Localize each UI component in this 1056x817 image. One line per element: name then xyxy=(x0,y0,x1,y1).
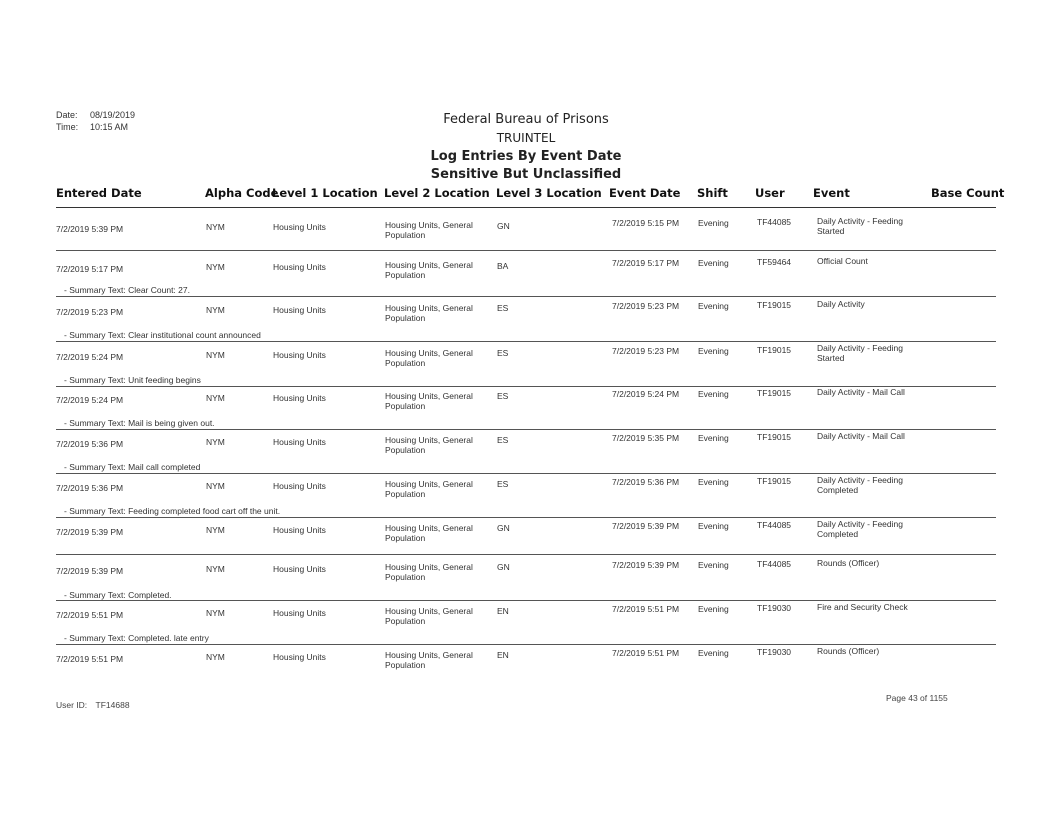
event-date: 7/2/2019 5:36 PM xyxy=(612,477,680,487)
log-entry xyxy=(0,517,1056,561)
summary-text: - Summary Text: Completed. xyxy=(64,590,172,600)
report-title: Log Entries By Event Date xyxy=(430,149,622,164)
system-name: TRUINTEL xyxy=(496,131,556,145)
level2-location: Housing Units, General Population xyxy=(385,348,473,368)
level2-location: Housing Units, General Population xyxy=(385,435,473,455)
log-entry xyxy=(0,297,1056,341)
log-entry xyxy=(0,342,1056,386)
event-date: 7/2/2019 5:24 PM xyxy=(612,389,680,399)
alpha-code: NYM xyxy=(206,608,225,618)
shift: Evening xyxy=(698,521,729,531)
level1-location: Housing Units xyxy=(273,608,326,618)
page-number: Page 43 of 1155 xyxy=(886,693,948,703)
event-name: Rounds (Officer) xyxy=(817,646,880,656)
level1-location: Housing Units xyxy=(273,437,326,447)
alpha-code: NYM xyxy=(206,525,225,535)
row-divider xyxy=(56,554,996,555)
level1-location: Housing Units xyxy=(273,305,326,315)
shift: Evening xyxy=(698,346,729,356)
event-date: 7/2/2019 5:51 PM xyxy=(612,648,680,658)
user-id: TF19030 xyxy=(757,603,792,613)
level1-location: Housing Units xyxy=(273,525,326,535)
alpha-code: NYM xyxy=(206,262,225,272)
header-divider xyxy=(56,207,996,208)
user-id: TF44085 xyxy=(757,559,792,569)
event-name: Daily Activity xyxy=(817,299,865,309)
alpha-code: NYM xyxy=(206,350,225,360)
col-event-date: Event Date xyxy=(609,186,681,200)
log-entry xyxy=(0,600,1056,644)
col-user: User xyxy=(755,186,785,200)
level1-location: Housing Units xyxy=(273,222,326,232)
summary-text: - Summary Text: Clear institutional count announced xyxy=(64,330,261,340)
level2-location: Housing Units, General Population xyxy=(385,303,473,323)
level2-location: Housing Units, General Population xyxy=(385,220,473,240)
event-name: Daily Activity - Feeding Completed xyxy=(817,519,903,539)
event-date: 7/2/2019 5:39 PM xyxy=(612,560,680,570)
entered-date: 7/2/2019 5:24 PM xyxy=(56,395,124,405)
col-level3-location: Level 3 Location xyxy=(496,186,602,200)
col-level2-location: Level 2 Location xyxy=(384,186,490,200)
level3-location: ES xyxy=(497,303,509,313)
level3-location: GN xyxy=(497,523,510,533)
level1-location: Housing Units xyxy=(273,481,326,491)
event-date: 7/2/2019 5:15 PM xyxy=(612,218,680,228)
col-base-count: Base Count xyxy=(931,186,1005,200)
entered-date: 7/2/2019 5:51 PM xyxy=(56,610,124,620)
event-date: 7/2/2019 5:51 PM xyxy=(612,604,680,614)
shift: Evening xyxy=(698,560,729,570)
level3-location: ES xyxy=(497,479,509,489)
level3-location: ES xyxy=(497,391,509,401)
event-name: Official Count xyxy=(817,256,868,266)
level3-location: GN xyxy=(497,221,510,231)
user-id-label: User ID: xyxy=(56,700,88,710)
summary-text: - Summary Text: Mail is being given out. xyxy=(64,418,215,428)
user-id-value: TF14688 xyxy=(95,700,130,710)
level1-location: Housing Units xyxy=(273,393,326,403)
level2-location: Housing Units, General Population xyxy=(385,650,473,670)
event-name: Daily Activity - Feeding Started xyxy=(817,216,903,236)
level2-location: Housing Units, General Population xyxy=(385,260,473,280)
level2-location: Housing Units, General Population xyxy=(385,523,473,543)
summary-text: - Summary Text: Completed. late entry xyxy=(64,633,209,643)
event-date: 7/2/2019 5:35 PM xyxy=(612,433,680,443)
shift: Evening xyxy=(698,433,729,443)
col-level1-location: Level 1 Location xyxy=(272,186,378,200)
entered-date: 7/2/2019 5:39 PM xyxy=(56,566,124,576)
alpha-code: NYM xyxy=(206,652,225,662)
log-entry xyxy=(0,212,1056,256)
level2-location: Housing Units, General Population xyxy=(385,606,473,626)
date-value: 08/19/2019 xyxy=(90,110,136,120)
event-date: 7/2/2019 5:23 PM xyxy=(612,346,680,356)
event-name: Daily Activity - Mail Call xyxy=(817,387,905,397)
level3-location: EN xyxy=(497,650,509,660)
date-label: Date: xyxy=(56,110,78,120)
user-id: TF19015 xyxy=(757,388,792,398)
event-name: Daily Activity - Feeding Started xyxy=(817,343,903,363)
col-alpha-code: Alpha Code xyxy=(205,186,279,200)
shift: Evening xyxy=(698,648,729,658)
alpha-code: NYM xyxy=(206,393,225,403)
summary-text: - Summary Text: Unit feeding begins xyxy=(64,375,201,385)
log-entry xyxy=(0,385,1056,429)
row-divider xyxy=(56,250,996,251)
event-date: 7/2/2019 5:39 PM xyxy=(612,521,680,531)
user-id: TF19015 xyxy=(757,345,792,355)
user-id: TF44085 xyxy=(757,217,792,227)
level1-location: Housing Units xyxy=(273,564,326,574)
classification-label: Sensitive But Unclassified xyxy=(430,167,622,182)
entered-date: 7/2/2019 5:36 PM xyxy=(56,483,124,493)
log-entry xyxy=(0,429,1056,473)
level3-location: BA xyxy=(497,261,509,271)
report-time xyxy=(56,122,128,132)
level3-location: EN xyxy=(497,606,509,616)
level3-location: GN xyxy=(497,562,510,572)
user-id: TF19015 xyxy=(757,432,792,442)
time-label: Time: xyxy=(56,122,79,132)
alpha-code: NYM xyxy=(206,481,225,491)
summary-text: - Summary Text: Mail call completed xyxy=(64,462,201,472)
shift: Evening xyxy=(698,301,729,311)
shift: Evening xyxy=(698,604,729,614)
log-entry xyxy=(0,252,1056,296)
shift: Evening xyxy=(698,389,729,399)
event-name: Fire and Security Check xyxy=(817,602,908,612)
footer-user-id xyxy=(56,700,130,710)
event-name: Daily Activity - Feeding Completed xyxy=(817,475,903,495)
alpha-code: NYM xyxy=(206,564,225,574)
event-name: Daily Activity - Mail Call xyxy=(817,431,905,441)
col-event: Event xyxy=(813,186,850,200)
event-name: Rounds (Officer) xyxy=(817,558,880,568)
shift: Evening xyxy=(698,218,729,228)
summary-text: - Summary Text: Feeding completed food cart off the unit. xyxy=(64,506,281,516)
level1-location: Housing Units xyxy=(273,652,326,662)
organization-name: Federal Bureau of Prisons xyxy=(443,112,609,127)
level2-location: Housing Units, General Population xyxy=(385,391,473,411)
log-entry xyxy=(0,556,1056,600)
event-date: 7/2/2019 5:23 PM xyxy=(612,301,680,311)
user-id: TF19015 xyxy=(757,476,792,486)
user-id: TF59464 xyxy=(757,257,792,267)
user-id: TF19015 xyxy=(757,300,792,310)
event-date: 7/2/2019 5:17 PM xyxy=(612,258,680,268)
entered-date: 7/2/2019 5:51 PM xyxy=(56,654,124,664)
report-date xyxy=(56,110,135,120)
entered-date: 7/2/2019 5:36 PM xyxy=(56,439,124,449)
col-entered-date: Entered Date xyxy=(56,186,142,200)
entered-date: 7/2/2019 5:39 PM xyxy=(56,527,124,537)
col-shift: Shift xyxy=(697,186,728,200)
time-value: 10:15 AM xyxy=(90,122,129,132)
entered-date: 7/2/2019 5:23 PM xyxy=(56,307,124,317)
alpha-code: NYM xyxy=(206,305,225,315)
entered-date: 7/2/2019 5:39 PM xyxy=(56,224,124,234)
alpha-code: NYM xyxy=(206,437,225,447)
summary-text: - Summary Text: Clear Count: 27. xyxy=(64,285,190,295)
log-entry xyxy=(0,644,1056,688)
entered-date: 7/2/2019 5:17 PM xyxy=(56,264,124,274)
level3-location: ES xyxy=(497,435,509,445)
level2-location: Housing Units, General Population xyxy=(385,479,473,499)
entered-date: 7/2/2019 5:24 PM xyxy=(56,352,124,362)
shift: Evening xyxy=(698,258,729,268)
level1-location: Housing Units xyxy=(273,350,326,360)
level2-location: Housing Units, General Population xyxy=(385,562,473,582)
level3-location: ES xyxy=(497,348,509,358)
log-entry xyxy=(0,473,1056,517)
user-id: TF19030 xyxy=(757,647,792,657)
level1-location: Housing Units xyxy=(273,262,326,272)
shift: Evening xyxy=(698,477,729,487)
user-id: TF44085 xyxy=(757,520,792,530)
alpha-code: NYM xyxy=(206,222,225,232)
